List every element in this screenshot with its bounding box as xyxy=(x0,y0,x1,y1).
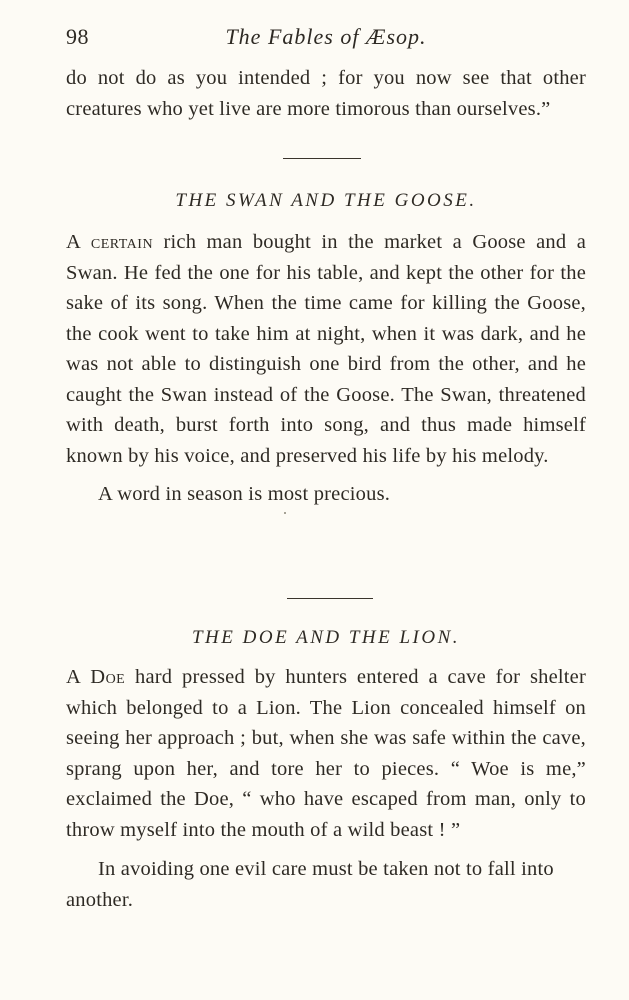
fable-doe-lion-moral: In avoiding one evil care must be taken not to fall into another. xyxy=(66,858,554,911)
section-divider xyxy=(287,598,373,599)
fable-swan-goose xyxy=(66,227,586,510)
page-header xyxy=(66,24,586,54)
page-number: 98 xyxy=(66,24,89,49)
opening-words: A certain xyxy=(66,231,154,253)
opening-words: A Doe xyxy=(66,666,126,688)
fable-body-text: hard pressed by hunters entered a cave for shelter which belonged to a Lion. The Lion concealed himself on seeing her approach ; but, when she was safe within the cave, sprang upon her, and tore her to pieces. “ Woe is me,” exclaimed the Doe, “ who have escaped from man, only to throw myself into the mouth of a wild beast ! ” xyxy=(66,666,587,841)
running-title: The Fables of Æsop. xyxy=(225,24,427,49)
fable-body-text: rich man bought in the market a Goose and a Swan. He fed the one for his table, and kept the other for the sake of its song. When the time came for killing the Goose, the cook went to take him at night, when it was dark, and he was not able to distinguish one bird from the other, and he caught the Swan instead of the Goose. The Swan, threatened with death, burst forth into song, and thus made himself known by his voice, and preserved his life by his melody. xyxy=(66,231,587,467)
fable-swan-goose-body xyxy=(66,227,586,471)
fable-title-doe-lion: THE DOE AND THE LION. xyxy=(191,627,461,648)
fable-swan-goose-moral: A word in season is most precious. xyxy=(98,483,391,505)
paper-speck xyxy=(284,512,286,514)
fable-doe-lion-body xyxy=(66,662,586,845)
continuation-text: do not do as you intended ; for you now see that other creatures who yet live are more timorous than ourselves.” xyxy=(66,67,586,120)
fable-title-swan-goose: THE SWAN AND THE GOOSE. xyxy=(175,190,477,211)
section-divider xyxy=(283,158,361,159)
fable-doe-lion xyxy=(66,662,586,915)
continuation-paragraph xyxy=(66,63,586,124)
